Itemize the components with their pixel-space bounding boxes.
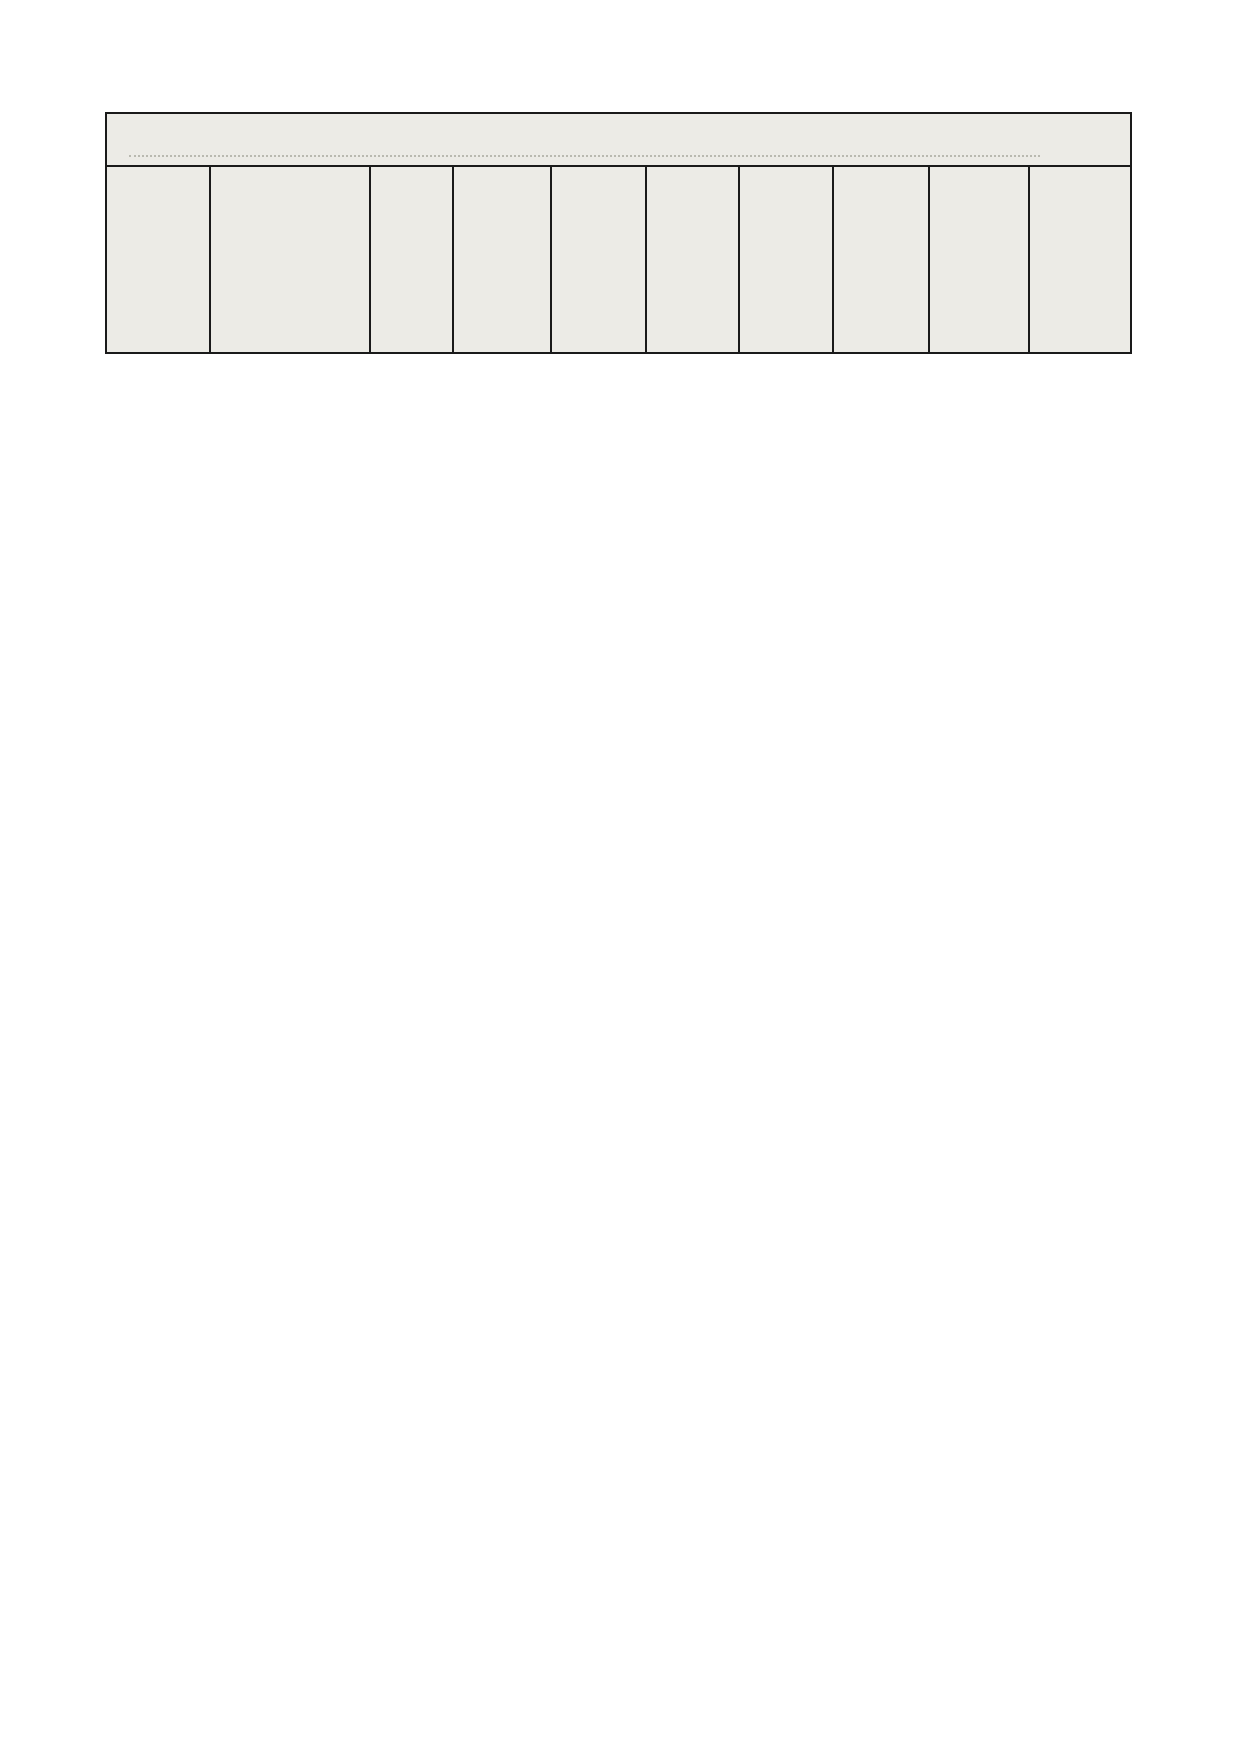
header-outlet-diameter [739, 166, 833, 353]
title-row [106, 113, 1131, 166]
header-type [210, 166, 370, 353]
header-cable-section [833, 166, 929, 353]
header-row [106, 166, 1131, 353]
header-weight [1029, 166, 1131, 353]
header-no [106, 166, 210, 353]
title-section [106, 113, 1131, 353]
title-dotted-leader [129, 155, 1040, 157]
header-head [453, 166, 551, 353]
title-cell [106, 113, 1131, 166]
header-flow-rate [370, 166, 453, 353]
header-outside-diameter [646, 166, 739, 353]
header-height [929, 166, 1029, 353]
header-power [551, 166, 646, 353]
pump-spec-table [105, 112, 1132, 354]
